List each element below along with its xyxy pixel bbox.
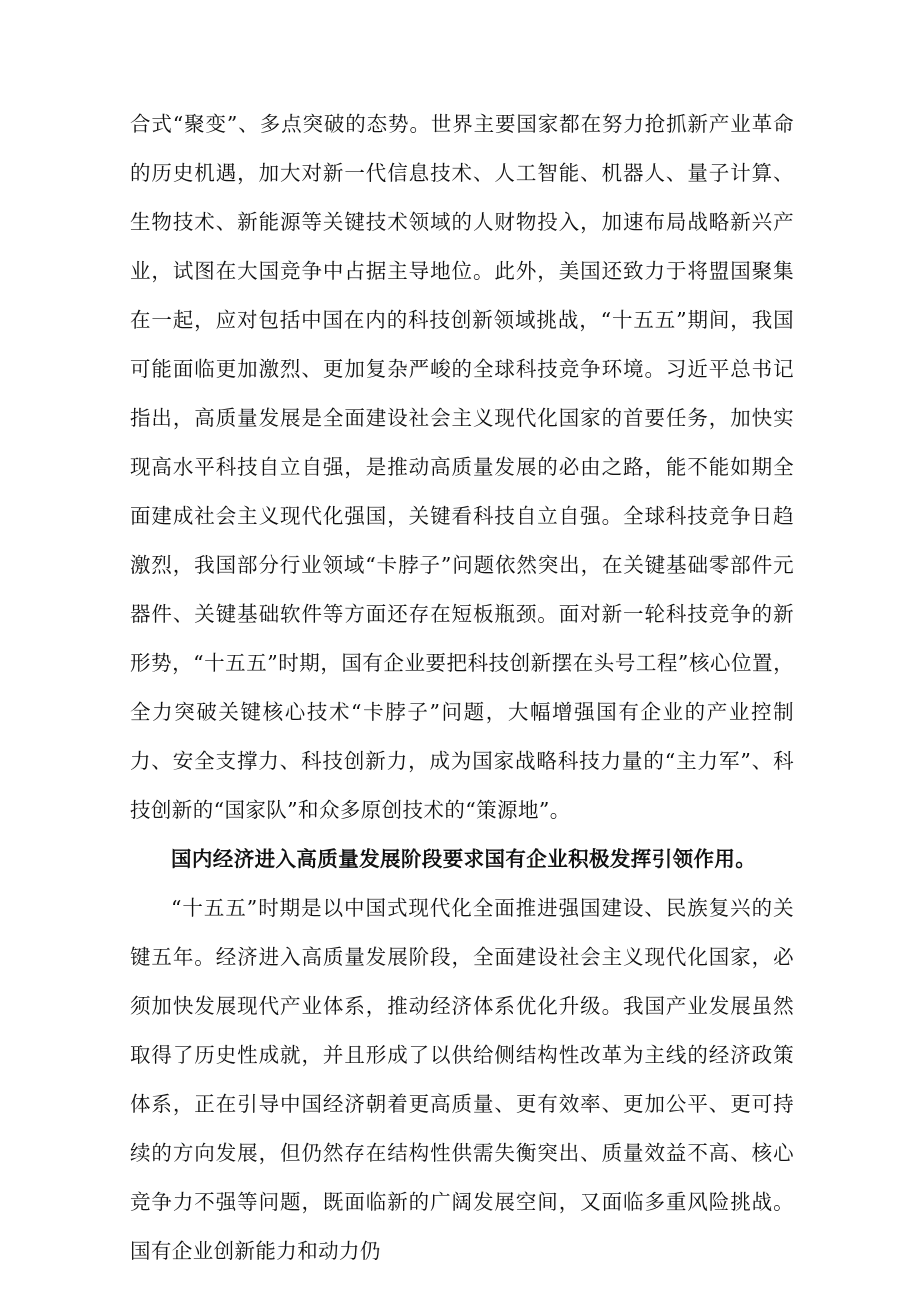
paragraph-tech-competition: 合式“聚变”、多点突破的态势。世界主要国家都在努力抢抓新产业革命的历史机遇，加大对新一代信息技术、人工智能、机器人、量子计算、生物技术、新能源等关键技术领域的人财物投入，加速布局战略新兴产业，试图在大国竞争中占据主导地位。此外，美国还致力于将盟国聚集在一起，应对包括中国在内的科技创新领域挑战，“十五五”期间，我国可能面临更加激烈、更加复杂严峻的全球科技竞争环境。习近平总书记指出，高质量发展是全面建设社会主义现代化国家的首要任务，加快实现高水平科技自立自强，是推动高质量发展的必由之路，能不能如期全面建成社会主义现代化强国，关键看科技自立自强。全球科技竞争日趋激烈，我国部分行业领域“卡脖子”问题依然突出，在关键基础零部件元器件、关键基础软件等方面还存在短板瓶颈。面对新一轮科技竞争的新形势，“十五五”时期，国有企业要把科技创新摆在头号工程”核心位置，全力突破关键核心技术“卡脖子”问题，大幅增强国有企业的产业控制力、安全支撑力、科技创新力，成为国家战略科技力量的“主力军”、科技创新的“国家队”和众多原创技术的“策源地”。 (130, 112, 794, 822)
paragraph-high-quality-development: “十五五”时期是以中国式现代化全面推进强国建设、民族复兴的关键五年。经济进入高质量发展阶段，全面建设社会主义现代化国家，必须加快发展现代产业体系，推动经济体系优化升级。我国产业发展虽然取得了历史性成就，并且形成了以供给侧结构性改革为主线的经济政策体系，正在引导中国经济朝着更高质量、更有效率、更加公平、更可持续的方向发展，但仍然存在结构性供需失衡突出、质量效益不高、核心竞争力不强等问题，既面临新的广阔发展空间，又面临多重风险挑战。国有企业创新能力和动力仍 (130, 896, 794, 1263)
document-body (130, 100, 794, 1276)
section-heading-domestic-economy: 国内经济进入高质量发展阶段要求国有企业积极发挥引领作用。 (171, 847, 757, 871)
